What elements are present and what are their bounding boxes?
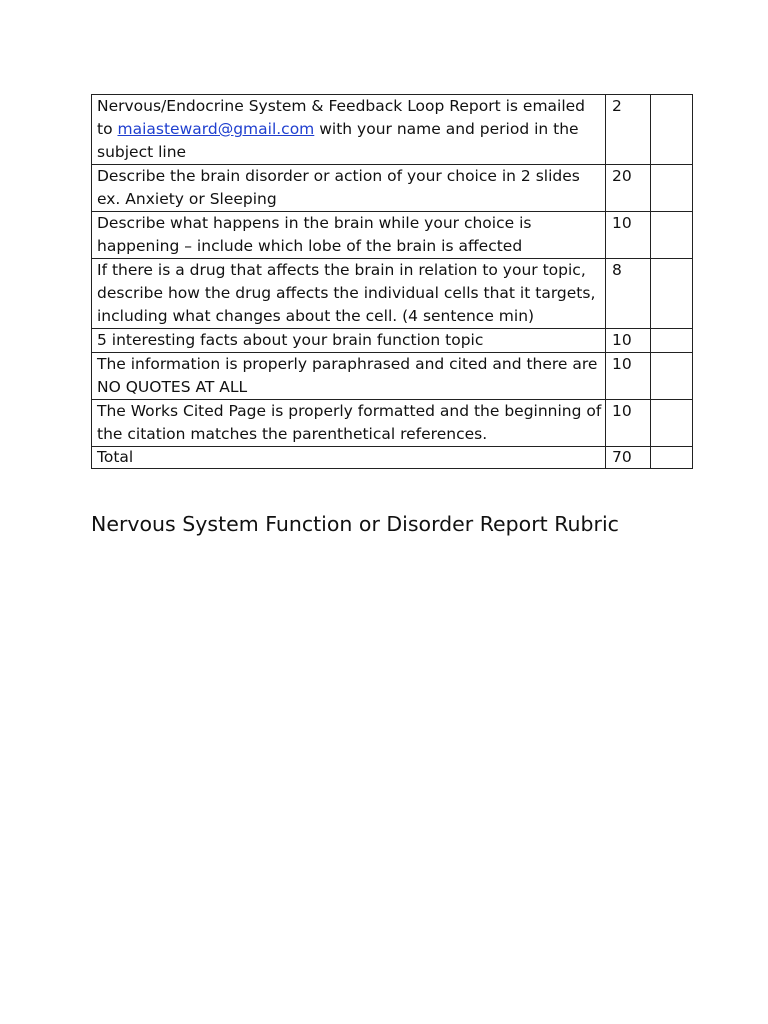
score-cell — [651, 212, 693, 259]
rubric-table — [91, 94, 693, 469]
points-cell: 8 — [606, 259, 651, 329]
total-score-cell — [651, 447, 693, 469]
table-row — [92, 400, 693, 447]
email-link[interactable]: maiasteward@gmail.com — [117, 120, 315, 138]
criterion-cell — [92, 95, 606, 165]
criterion-cell: The information is properly paraphrased and cited and there are NO QUOTES AT ALL — [92, 353, 606, 400]
total-row — [92, 447, 693, 469]
criterion-cell: Describe what happens in the brain while your choice is happening – include which lobe of the brain is affected — [92, 212, 606, 259]
criterion-text: with your name and period in the subject line — [97, 120, 579, 161]
points-cell: 2 — [606, 95, 651, 165]
table-row — [92, 165, 693, 212]
total-label: Total — [92, 447, 606, 469]
score-cell — [651, 353, 693, 400]
criterion-text: Nervous/Endocrine System & Feedback Loop Report is emailed to — [97, 97, 586, 138]
score-cell — [651, 329, 693, 353]
points-cell: 10 — [606, 212, 651, 259]
table-row — [92, 212, 693, 259]
criterion-cell: If there is a drug that affects the brain in relation to your topic, describe how the drug affects the individual cells that it targets, including what changes about the cell. (4 sentence min) — [92, 259, 606, 329]
points-cell: 20 — [606, 165, 651, 212]
points-cell: 10 — [606, 353, 651, 400]
points-cell: 10 — [606, 329, 651, 353]
criterion-cell: 5 interesting facts about your brain function topic — [92, 329, 606, 353]
table-row — [92, 329, 693, 353]
score-cell — [651, 259, 693, 329]
criterion-cell: The Works Cited Page is properly formatted and the beginning of the citation matches the parenthetical references. — [92, 400, 606, 447]
criterion-cell: Describe the brain disorder or action of your choice in 2 slides ex. Anxiety or Sleeping — [92, 165, 606, 212]
score-cell — [651, 165, 693, 212]
page-title: Nervous System Function or Disorder Report Rubric — [91, 512, 619, 536]
score-cell — [651, 400, 693, 447]
points-cell: 10 — [606, 400, 651, 447]
table-row — [92, 95, 693, 165]
score-cell — [651, 95, 693, 165]
table-row — [92, 259, 693, 329]
total-points: 70 — [606, 447, 651, 469]
table-row — [92, 353, 693, 400]
